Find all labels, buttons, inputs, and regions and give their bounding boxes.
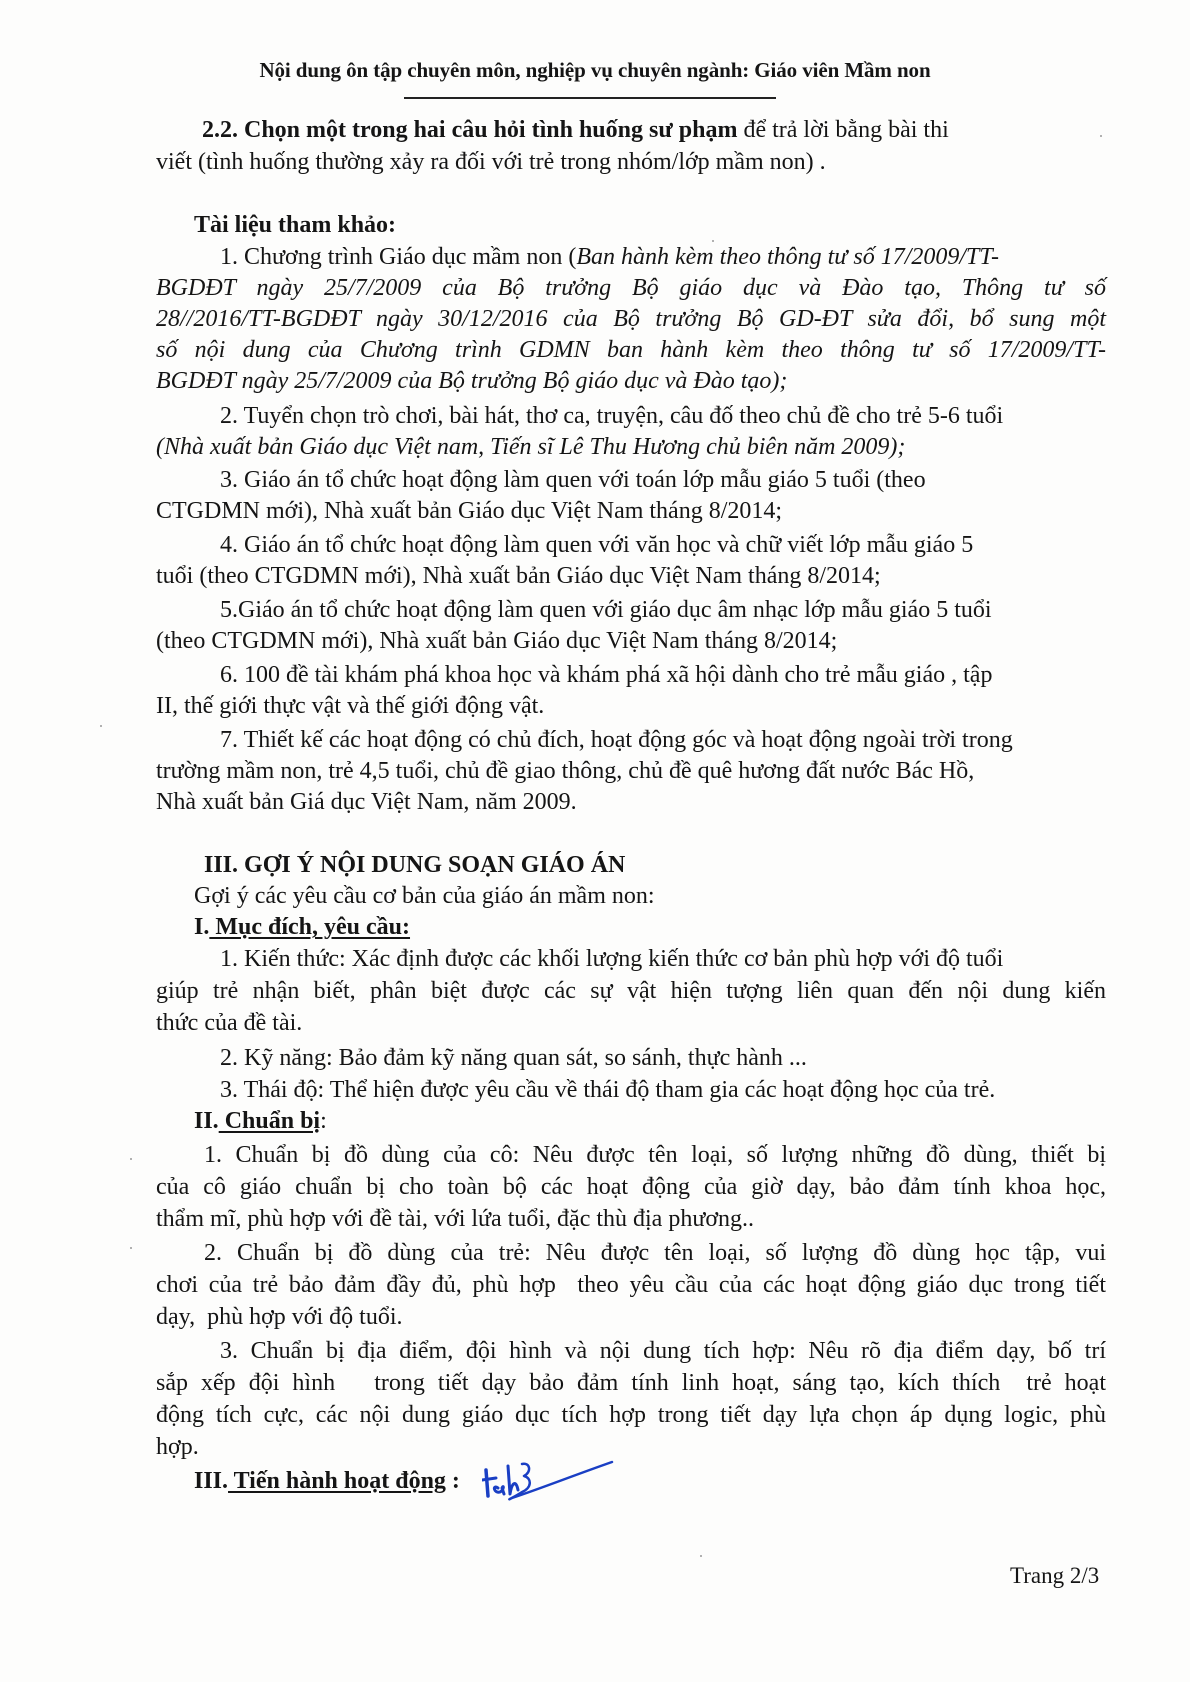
part-1-item-1-line-3: thức của đề tài.	[156, 1010, 303, 1036]
part-1-item-3: 3. Thái độ: Thể hiện được yêu cầu về thái độ tham gia các hoạt động học của trẻ.	[220, 1077, 996, 1103]
header-rule	[404, 97, 776, 99]
reference-item-7-line-2: trường mầm non, trẻ 4,5 tuổi, chủ đề giao thông, chủ đề quê hương đất nước Bác Hồ,	[156, 758, 975, 784]
section-III-heading: III. GỢI Ý NỘI DUNG SOẠN GIÁO ÁN	[204, 852, 626, 878]
part-2-number: II.	[194, 1108, 219, 1134]
part-2-title: Chuẩn bị	[218, 1108, 321, 1134]
handwritten-initials-signature	[482, 1458, 632, 1508]
reference-item-1-line-1	[220, 242, 1106, 272]
part-2-item-3-line-2: sắp xếp đội hình trong tiết dạy bảo đảm tính linh hoạt, sáng tạo, kích thích trẻ hoạt	[156, 1370, 1106, 1396]
reference-item-2-line-2: (Nhà xuất bản Giáo dục Việt nam, Tiến sĩ Lê Thu Hương chủ biên năm 2009);	[156, 434, 906, 460]
section-2-2-bold: 2.2. Chọn một trong hai câu hỏi tình huống sư phạm	[202, 117, 738, 143]
scan-speck	[130, 1247, 132, 1249]
scan-speck	[712, 240, 714, 242]
part-2-colon: :	[320, 1108, 327, 1134]
reference-item-5-line-2: (theo CTGDMN mới), Nhà xuất bản Giáo dục Việt Nam tháng 8/2014;	[156, 628, 838, 654]
reference-item-6-line-2: II, thế giới thực vật và thế giới động vật.	[156, 693, 545, 719]
reference-item-3-line-2: CTGDMN mới), Nhà xuất bản Giáo dục Việt Nam tháng 8/2014;	[156, 498, 783, 524]
references-heading: Tài liệu tham khảo:	[194, 212, 397, 238]
part-2-item-1-line-1: 1. Chuẩn bị đồ dùng của cô: Nêu được tên loại, số lượng những đồ dùng, thiết bị	[204, 1142, 1106, 1168]
scan-speck	[1100, 135, 1102, 137]
section-2-2-rest: để trả lời bằng bài thi	[737, 117, 949, 143]
part-1-title: Mục đích, yêu cầu:	[209, 914, 411, 940]
reference-item-4-line-1: 4. Giáo án tổ chức hoạt động làm quen với văn học và chữ viết lớp mẫu giáo 5	[220, 532, 974, 558]
reference-item-7-line-1: 7. Thiết kế các hoạt động có chủ đích, hoạt động góc và hoạt động ngoài trời trong	[220, 727, 1013, 753]
reference-item-1-plain: 1. Chương trình Giáo dục mầm non (	[220, 244, 577, 270]
part-3-number: III.	[194, 1468, 229, 1494]
part-3-colon: :	[445, 1468, 460, 1494]
part-1-heading	[194, 912, 1144, 942]
part-1-item-1-line-2: giúp trẻ nhận biết, phân biệt được các sự vật hiện tượng liên quan đến nội dung kiến	[156, 978, 1106, 1004]
reference-item-2-line-1: 2. Tuyển chọn trò chơi, bài hát, thơ ca, truyện, câu đố theo chủ đề cho trẻ 5-6 tuổi	[220, 403, 1004, 429]
reference-item-5-line-1: 5.Giáo án tổ chức hoạt động làm quen với giáo dục âm nhạc lớp mẫu giáo 5 tuổi	[220, 597, 992, 623]
part-3-title: Tiến hành hoạt động	[228, 1468, 446, 1494]
part-2-item-2-line-3: dạy, phù hợp với độ tuổi.	[156, 1304, 403, 1330]
page-number: Trang 2/3	[1010, 1563, 1100, 1588]
part-2-item-2-line-1: 2. Chuẩn bị đồ dùng của trẻ: Nêu được tên loại, số lượng đồ dùng học tập, vui	[204, 1240, 1106, 1266]
part-2-item-3-line-3: động tích cực, các nội dung giáo dục tích hợp trong tiết dạy lựa chọn áp dụng logic, phù	[156, 1402, 1106, 1428]
part-2-item-1-line-3: thẩm mĩ, phù hợp với đề tài, với lứa tuổi, đặc thù địa phương..	[156, 1206, 755, 1232]
document-header: Nội dung ôn tập chuyên môn, nghiệp vụ chuyên ngành: Giáo viên Mầm non	[259, 58, 931, 82]
part-2-heading	[194, 1106, 1144, 1136]
reference-item-4-line-2: tuổi (theo CTGDMN mới), Nhà xuất bản Giáo dục Việt Nam tháng 8/2014;	[156, 563, 881, 589]
scan-speck	[130, 1158, 132, 1160]
reference-item-1-line-3: 28//2016/TT-BGDĐT ngày 30/12/2016 của Bộ trưởng Bộ GD-ĐT sửa đổi, bổ sung một	[156, 306, 1106, 332]
part-1-item-1-line-1: 1. Kiến thức: Xác định được các khối lượng kiến thức cơ bản phù hợp với độ tuổi	[220, 946, 1004, 972]
scan-speck	[100, 725, 102, 727]
section-III-intro: Gợi ý các yêu cầu cơ bản của giáo án mầm non:	[194, 883, 655, 909]
reference-item-6-line-1: 6. 100 đề tài khám phá khoa học và khám phá xã hội dành cho trẻ mẫu giáo , tập	[220, 662, 993, 688]
part-2-item-3-line-4: hợp.	[156, 1434, 199, 1460]
section-2-2-line-1	[202, 115, 1084, 145]
reference-item-1-italic: Ban hành kèm theo thông tư số 17/2009/TT-	[576, 244, 999, 270]
reference-item-1-line-5: BGDĐT ngày 25/7/2009 của Bộ trưởng Bộ giáo dục và Đào tạo);	[156, 368, 788, 394]
part-3-heading	[194, 1466, 1144, 1496]
part-1-item-2: 2. Kỹ năng: Bảo đảm kỹ năng quan sát, so sánh, thực hành ...	[220, 1045, 807, 1071]
section-2-2-line-2: viết (tình huống thường xảy ra đối với trẻ trong nhóm/lớp mầm non) .	[156, 149, 826, 175]
reference-item-1-line-2: BGDĐT ngày 25/7/2009 của Bộ trưởng Bộ giáo dục và Đào tạo, Thông tư số	[156, 275, 1106, 301]
reference-item-1-line-4: số nội dung của Chương trình GDMN ban hành kèm theo thông tư số 17/2009/TT-	[156, 337, 1106, 363]
part-2-item-2-line-2: chơi của trẻ bảo đảm đầy đủ, phù hợp theo yêu cầu của các hoạt động giáo dục trong tiết	[156, 1272, 1106, 1298]
part-2-item-1-line-2: của cô giáo chuẩn bị cho toàn bộ các hoạt động của giờ dạy, bảo đảm tính khoa học,	[156, 1174, 1106, 1200]
part-2-item-3-line-1: 3. Chuẩn bị địa điểm, đội hình và nội dung tích hợp: Nêu rõ địa điểm dạy, bố trí	[220, 1338, 1106, 1364]
reference-item-3-line-1: 3. Giáo án tổ chức hoạt động làm quen với toán lớp mẫu giáo 5 tuổi (theo	[220, 467, 926, 493]
reference-item-7-line-3: Nhà xuất bản Giá dục Việt Nam, năm 2009.	[156, 789, 577, 815]
part-1-number: I.	[194, 914, 210, 940]
scan-speck	[700, 1555, 702, 1557]
